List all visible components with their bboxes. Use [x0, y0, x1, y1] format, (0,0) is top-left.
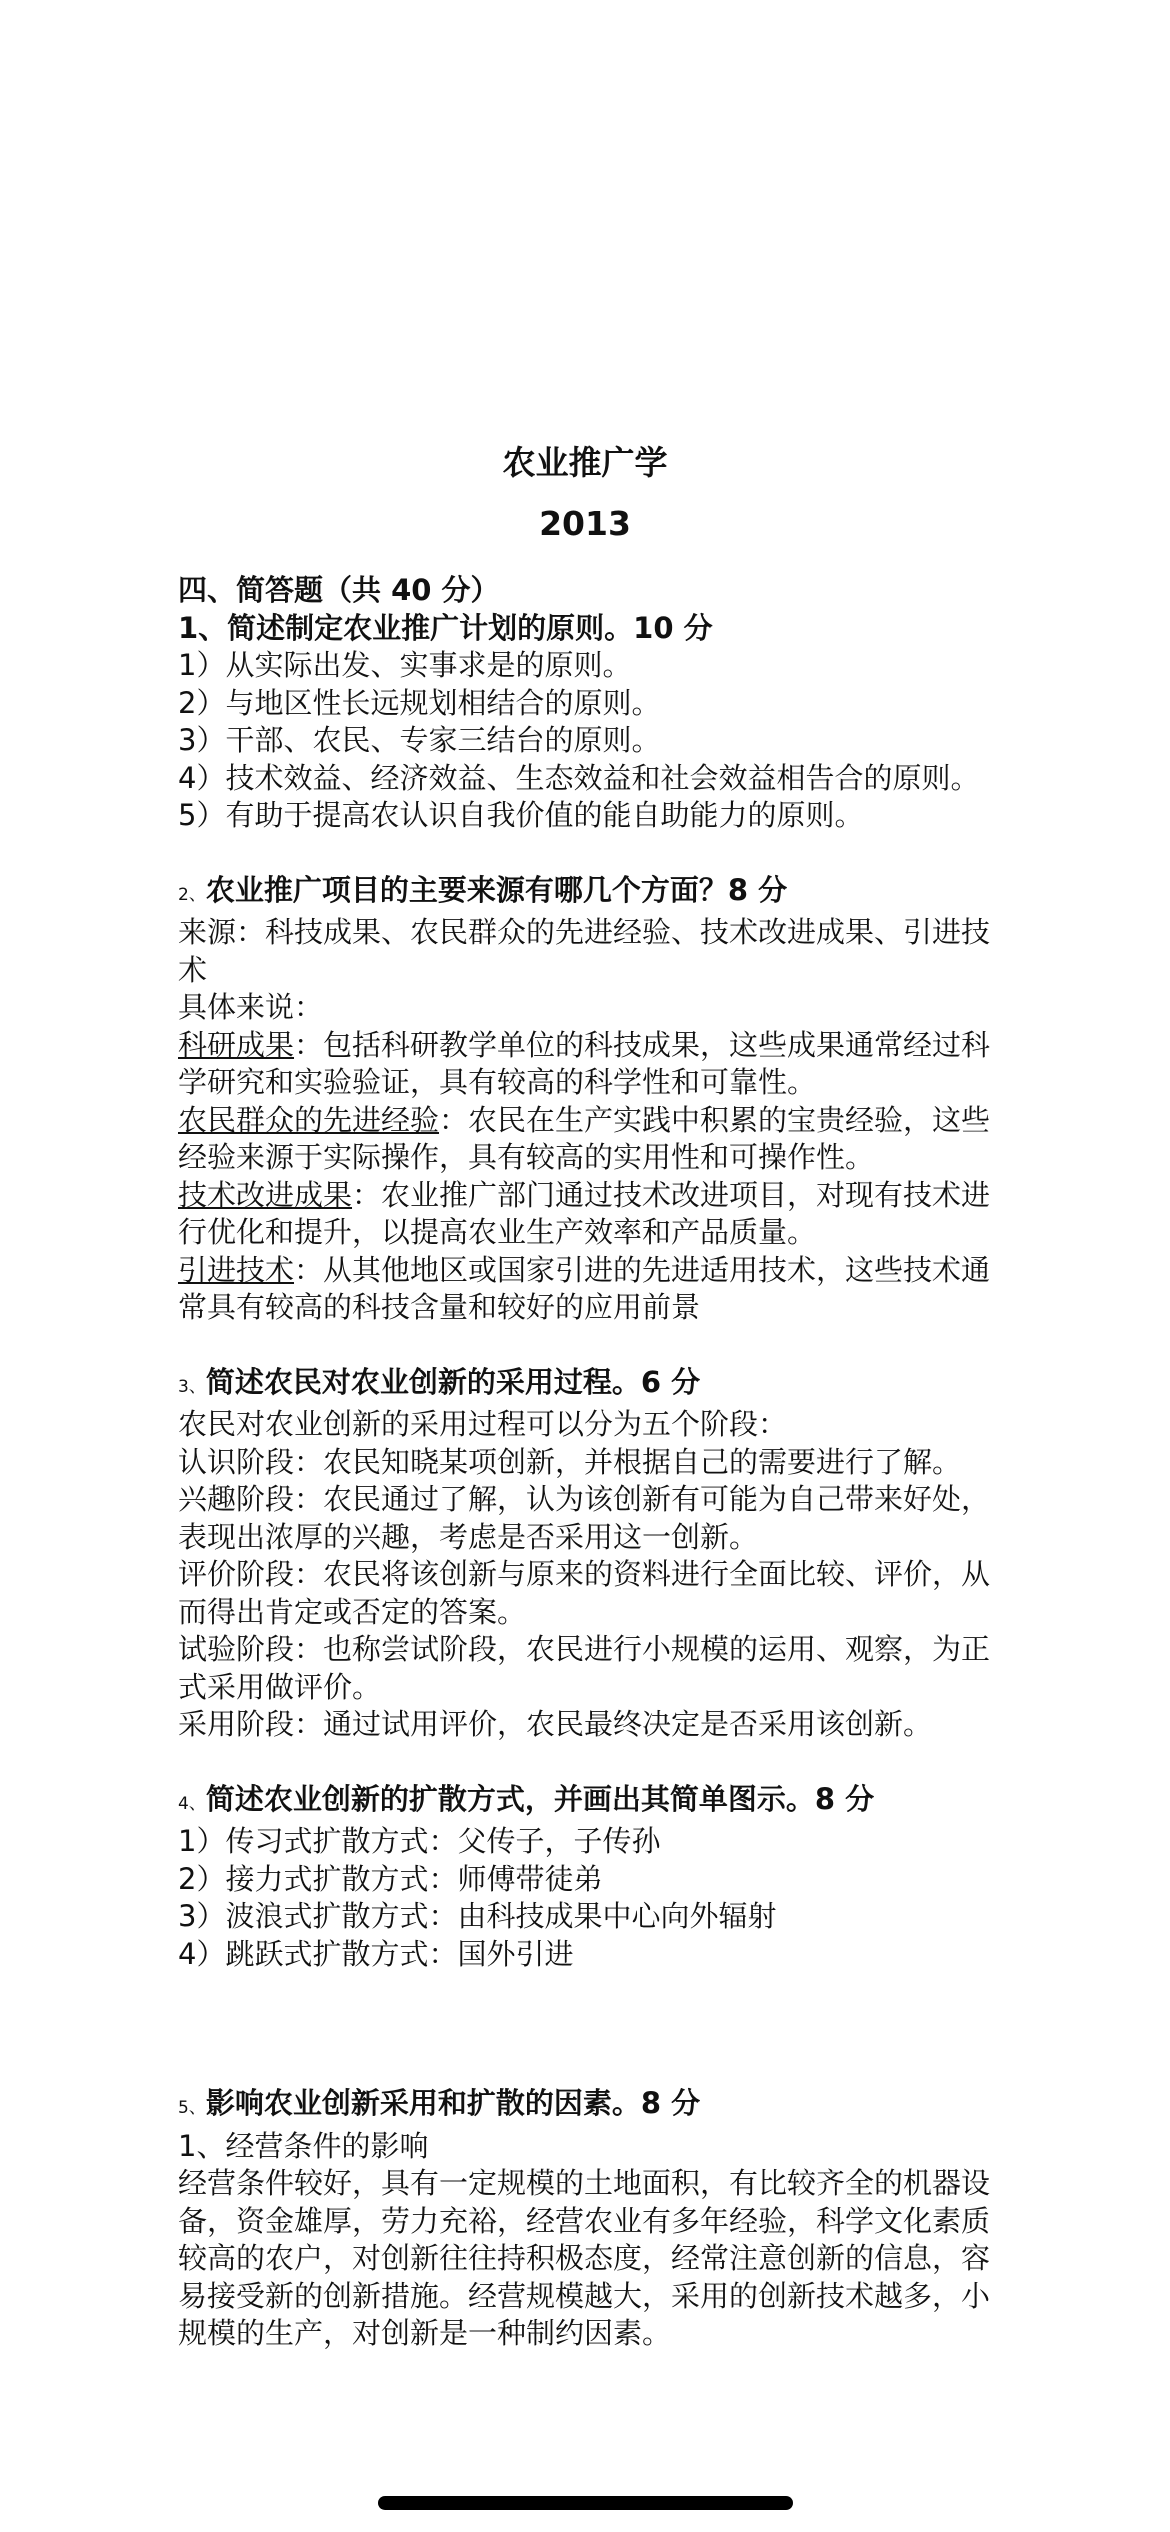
- question-5-title: 5、影响农业创新采用和扩散的因素。8 分: [178, 2086, 701, 2120]
- q2-item: 引进技术：从其他地区或国家引进的先进适用技术，这些技术通常具有较高的科技含量和较好的应用前景: [178, 1252, 991, 1324]
- q1-item: 3）干部、农民、专家三结台的原则。: [178, 723, 661, 757]
- document-title: 农业推广学: [502, 443, 668, 482]
- q3-item: 兴趣阶段：农民通过了解，认为该创新有可能为自己带来好处，表现出浓厚的兴趣，考虑是否采用这一创新。: [178, 1482, 991, 1554]
- q4-item: 3）波浪式扩散方式：由科技成果中心向外辐射: [178, 1899, 777, 1933]
- q4-item: 4）跳跃式扩散方式：国外引进: [178, 1936, 574, 1971]
- q1-item: 5）有助于提高农认识自我价值的能自助能力的原则。: [178, 798, 864, 832]
- q3-item: 评价阶段：农民将该创新与原来的资料进行全面比较、评价，从而得出肯定或否定的答案。: [178, 1557, 991, 1629]
- q2-intro-detail: 具体来说：: [178, 990, 324, 1024]
- question-number: 3、: [178, 1376, 206, 1397]
- q4-item: 1）传习式扩散方式：父传子，子传孙: [178, 1824, 661, 1858]
- question-4-title: 4、简述农业创新的扩散方式，并画出其简单图示。8 分: [178, 1781, 875, 1816]
- question-number: 2、: [178, 884, 206, 905]
- document-year: 2013: [539, 504, 631, 543]
- q2-item-term: 科研成果: [178, 1027, 295, 1062]
- q1-item: 4）技术效益、经济效益、生态效益和社会效益相告合的原则。: [178, 760, 980, 795]
- home-indicator[interactable]: [378, 2496, 793, 2510]
- question-2-title: 2、农业推广项目的主要来源有哪几个方面？8 分: [178, 872, 788, 907]
- q2-item-term: 技术改进成果: [178, 1177, 353, 1212]
- q3-item: 认识阶段：农民知晓某项创新，并根据自己的需要进行了解。: [178, 1444, 962, 1479]
- q1-item: 1）从实际出发、实事求是的原则。: [178, 648, 632, 682]
- document-body: [178, 572, 1008, 2353]
- q5-subheading: 1、经营条件的影响: [178, 2128, 429, 2163]
- question-3-title: 3、简述农民对农业创新的采用过程。6 分: [178, 1364, 701, 1399]
- q2-item: 科研成果：包括科研教学单位的科技成果，这些成果通常经过科学研究和实验验证，具有较高的科学性和可靠性。: [178, 1027, 991, 1099]
- q2-item: 技术改进成果：农业推广部门通过技术改进项目，对现有技术进行优化和提升，以提高农业生产效率和产品质量。: [178, 1177, 991, 1249]
- q1-item: 2）与地区性长远规划相结合的原则。: [178, 685, 661, 720]
- q2-intro: 来源：科技成果、农民群众的先进经验、技术改进成果、引进技术: [178, 915, 991, 987]
- q2-item-term: 引进技术: [178, 1252, 295, 1287]
- q4-item: 2）接力式扩散方式：师傅带徒弟: [178, 1861, 603, 1896]
- section-heading: 四、简答题（共 40 分）: [178, 573, 500, 607]
- question-number: 4、: [178, 1793, 206, 1814]
- q2-item-term: 农民群众的先进经验: [178, 1102, 440, 1137]
- q3-item: 采用阶段：通过试用评价，农民最终决定是否采用该创新。: [178, 1707, 933, 1741]
- question-number: 5、: [178, 2098, 206, 2118]
- q3-intro: 农民对农业创新的采用过程可以分为五个阶段：: [178, 1407, 788, 1441]
- q2-item: 农民群众的先进经验：农民在生产实践中积累的宝贵经验，这些经验来源于实际操作，具有较高的实用性和可操作性。: [178, 1102, 991, 1174]
- q3-item: 试验阶段：也称尝试阶段，农民进行小规模的运用、观察，为正式采用做评价。: [178, 1632, 991, 1704]
- q5-paragraph: 经营条件较好，具有一定规模的土地面积，有比较齐全的机器设备，资金雄厚，劳力充裕，经营农业有多年经验，科学文化素质较高的农户，对创新往往持积极态度，经常注意创新的信息，容易接受新的创新措施。经营规模越大，采用的创新技术越多，小规模的生产，对创新是一种制约因素。: [178, 2166, 991, 2350]
- question-1-title: 1、简述制定农业推广计划的原则。10 分: [178, 610, 713, 645]
